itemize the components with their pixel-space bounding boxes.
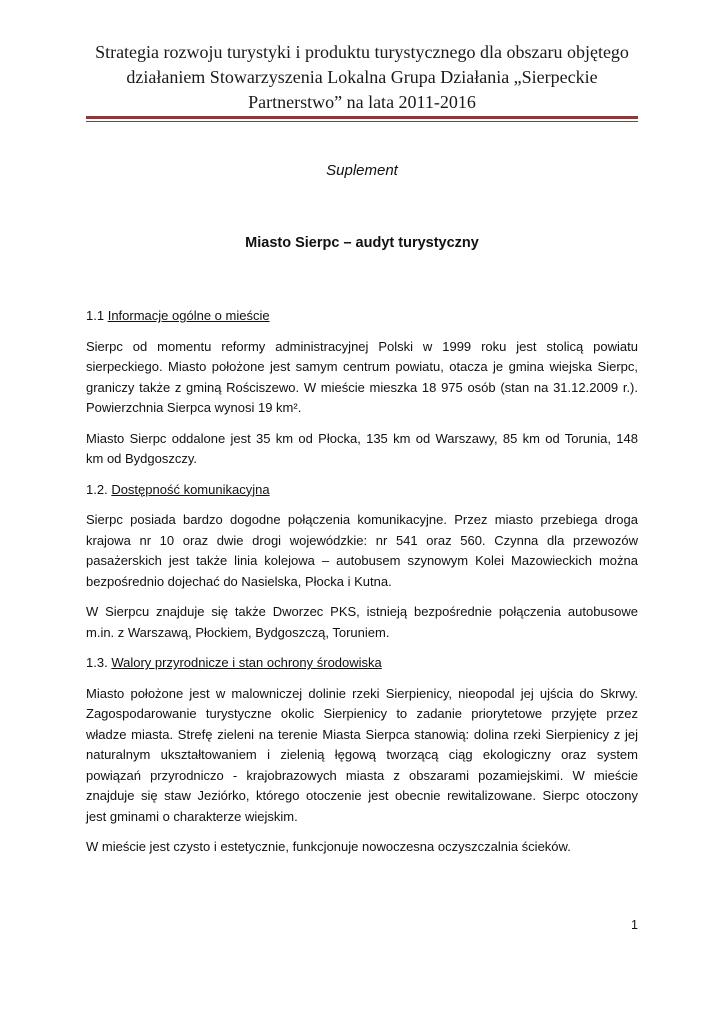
text-line: Miasto położone jest w malowniczej dolinie rzeki Sierpienicy, nieopodal jej ujścia do Skrwy.: [86, 685, 638, 701]
paragraph: [86, 684, 638, 828]
text-line: sierpeckiego. Miasto położone jest samym centrum powiatu, otacza je gmina wiejska Sierpc,: [86, 359, 638, 374]
text-line: Zagospodarowanie turystyczne okolic Sierpienicy to zadanie priorytetowe przyjęte przez: [86, 706, 638, 721]
header-rule-thick: [86, 116, 638, 119]
running-header: [60, 40, 664, 115]
section-title: Informacje ogólne o mieście: [107, 308, 270, 323]
text-line: jest gminami o charakterze wiejskim.: [86, 808, 298, 824]
header-line-2: działaniem Stowarzyszenia Lokalna Grupa Działania „Sierpeckie: [126, 67, 598, 87]
section-title: Dostępność komunikacyjna: [111, 481, 270, 497]
text-line: W Sierpcu znajduje się także Dworzec PKS, istnieją bezpośrednie połączenia autobusowe: [86, 604, 638, 619]
paragraph: [86, 337, 638, 419]
text-line: m.in. z Warszawą, Płockiem, Bydgoszczą, Toruniem.: [86, 624, 390, 640]
header-line-1: Strategia rozwoju turystyki i produktu turystycznego dla obszaru objętego: [95, 42, 629, 62]
text-line: krajowa nr 10 oraz dwie drogi wojewódzkie: nr 541 oraz 560. Czynna dla przewozów: [86, 532, 638, 548]
section-title: Walory przyrodnicze i stan ochrony środowiska: [111, 655, 382, 670]
section-heading-1-3: [86, 653, 638, 674]
section-number: 1.1: [86, 308, 105, 323]
paragraph: [86, 837, 638, 858]
document-body: [86, 306, 638, 868]
text-line: pasażerskich jest także linia kolejowa – autobusem szynowym Kolei Mazowieckich można: [86, 553, 638, 568]
header-line-3: Partnerstwo” na lata 2011-2016: [248, 92, 476, 112]
paragraph: [86, 429, 638, 470]
document-title: Miasto Sierpc – audyt turystyczny: [245, 235, 479, 251]
text-line: W mieście jest czysto i estetycznie, funkcjonuje nowoczesna oczyszczalnia ścieków.: [86, 839, 571, 854]
header-rule-thin: [86, 121, 638, 122]
section-heading-1-2: [86, 480, 638, 501]
text-line: władze miasta. Strefę zieleni na terenie Miasta Sierpca stanowią: dolina rzeki Sierpienicy z jej: [86, 726, 638, 742]
text-line: naturalnym ukształtowaniem i zielenią łęgową tworzącą ciąg ekologiczny oraz system: [86, 747, 638, 762]
text-line: powiązań przyrodniczo - krajobrazowych miasta z obszarami pozamiejskimi. W mieście: [86, 767, 638, 783]
paragraph: [86, 602, 638, 643]
paragraph: [86, 510, 638, 592]
supplement-label: Suplement: [326, 162, 398, 179]
text-line: Sierpc od momentu reformy administracyjnej Polski w 1999 roku jest stolicą powiatu: [86, 338, 638, 354]
section-heading-1-1: [86, 306, 638, 327]
text-line: Sierpc posiada bardzo dogodne połączenia komunikacyjne. Przez miasto przebiega droga: [86, 512, 638, 527]
text-line: km od Bydgoszczy.: [86, 451, 198, 466]
section-number: 1.2.: [86, 481, 108, 497]
text-line: Powierzchnia Sierpca wynosi 19 km².: [86, 400, 302, 415]
section-number: 1.3.: [86, 655, 108, 670]
text-line: znajduje się staw Jeziórko, którego otoczenie jest obecnie rewitalizowane. Sierpc otoczony: [86, 788, 638, 803]
text-line: graniczy także z gminą Rościszewo. W mieście mieszka 18 975 osób (stan na 31.12.2009 r.).: [86, 379, 638, 395]
text-line: Miasto Sierpc oddalone jest 35 km od Płocka, 135 km od Warszawy, 85 km od Torunia, 148: [86, 430, 638, 446]
text-line: bezpośrednio dojechać do Nasielska, Płocka i Kutna.: [86, 573, 392, 589]
page-number: 1: [631, 918, 638, 932]
